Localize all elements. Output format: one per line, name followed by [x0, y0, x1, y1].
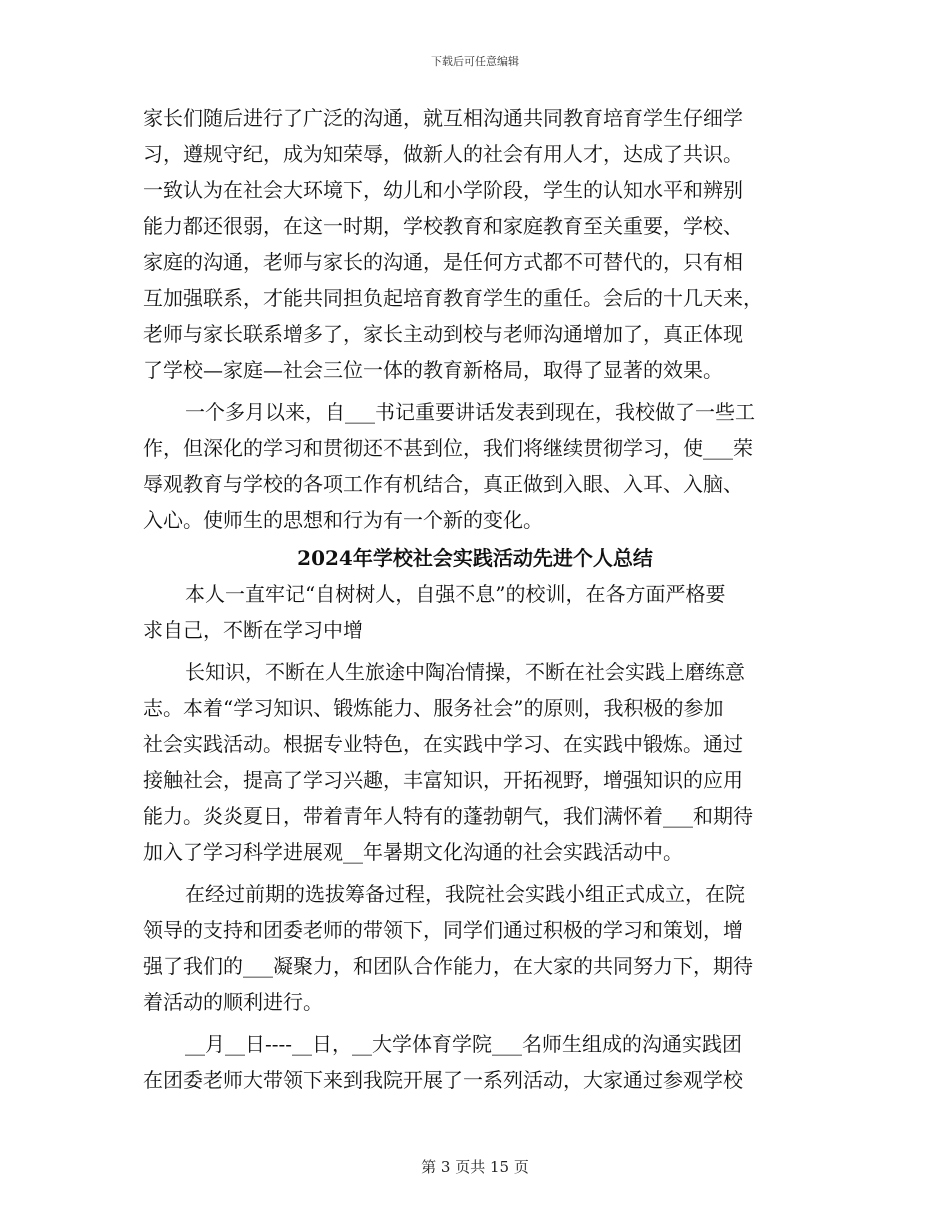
text-line: 着活动的顺利进行。 — [143, 990, 323, 1014]
text-line: 一致认为在社会大环境下，幼儿和小学阶段，学生的认知水平和辨别 — [143, 178, 743, 202]
text-line: 本人一直牢记“自树树人，自强不息”的校训，在各方面严格要 — [185, 582, 726, 606]
text-line: 作，但深化的学习和贯彻还不甚到位，我们将继续贯彻学习，使___荣 — [143, 436, 753, 460]
text-line: 能力都还很弱，在这一时期，学校教育和家庭教育至关重要，学校、 — [143, 214, 743, 238]
page-footer: 第 3 页共 15 页 — [421, 1158, 529, 1176]
text-line: 强了我们的___凝聚力，和团队合作能力，在大家的共同努力下，期待 — [143, 954, 753, 978]
text-line: 社会实践活动。根据专业特色，在实践中学习、在实践中锻炼。通过 — [143, 732, 743, 756]
text-line: 老师与家长联系增多了，家长主动到校与老师沟通增加了，真正体现 — [143, 322, 743, 346]
page-header: 下载后可任意编辑 — [431, 55, 519, 68]
text-line: 在经过前期的选拔筹备过程，我院社会实践小组正式成立，在院 — [185, 882, 745, 906]
text-line: 辱观教育与学校的各项工作有机结合，真正做到入眼、入耳、入脑、 — [143, 472, 743, 496]
text-line: 在团委老师大带领下来到我院开展了一系列活动，大家通过参观学校 — [143, 1068, 743, 1092]
document-body — [143, 100, 807, 1098]
text-line: 习，遵规守纪，成为知荣辱，做新人的社会有用人才，达成了共识。 — [143, 142, 743, 166]
section-title: 2024年学校社会实践活动先进个人总结 — [297, 546, 653, 570]
text-line: 长知识，不断在人生旅途中陶冶情操，不断在社会实践上磨练意 — [185, 660, 745, 684]
paragraph — [143, 394, 807, 538]
text-line: 求自己，不断在学习中增 — [143, 618, 363, 642]
text-line: 一个多月以来，自___书记重要讲话发表到现在，我校做了一些工 — [185, 400, 755, 424]
paragraph — [143, 876, 807, 1020]
text-line: 入心。使师生的思想和行为有一个新的变化。 — [143, 508, 543, 532]
text-line: 互加强联系，才能共同担负起培育教育学生的重任。会后的十几天来， — [143, 286, 763, 310]
paragraph — [143, 576, 807, 648]
paragraph — [143, 100, 807, 388]
text-line: __月__日----__日，__大学体育学院___名师生组成的沟通实践团 — [185, 1032, 743, 1056]
text-line: 了学校—家庭—社会三位一体的教育新格局，取得了显著的效果。 — [143, 358, 723, 382]
paragraph — [143, 1026, 807, 1098]
text-line: 领导的支持和团委老师的带领下，同学们通过积极的学习和策划，增 — [143, 918, 743, 942]
text-line: 志。本着“学习知识、锻炼能力、服务社会”的原则，我积极的参加 — [143, 696, 724, 720]
paragraph — [143, 654, 807, 870]
text-line: 接触社会，提高了学习兴趣，丰富知识，开拓视野，增强知识的应用 — [143, 768, 743, 792]
text-line: 能力。炎炎夏日，带着青年人特有的蓬勃朝气，我们满怀着___和期待 — [143, 804, 753, 828]
text-line: 加入了学习科学进展观__年暑期文化沟通的社会实践活动中。 — [143, 840, 683, 864]
text-line: 家长们随后进行了广泛的沟通，就互相沟通共同教育培育学生仔细学 — [143, 106, 743, 130]
text-line: 家庭的沟通，老师与家长的沟通，是任何方式都不可替代的，只有相 — [143, 250, 743, 274]
